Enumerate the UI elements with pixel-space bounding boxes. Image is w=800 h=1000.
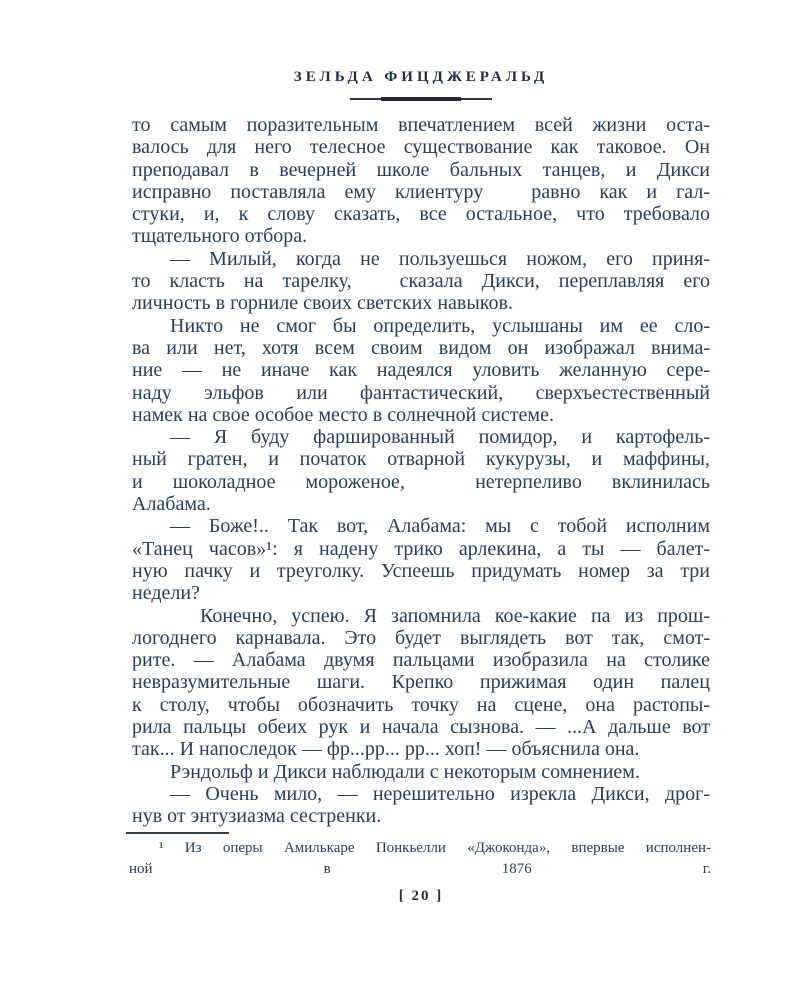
text-line: намек на свое особое место в солнечной системе. bbox=[132, 403, 554, 426]
text-line: то самым поразительным впечатлением всей жизни оста- bbox=[132, 114, 710, 136]
text-line: — Очень мило, — нерешительно изрекла Дикси, дрог- bbox=[170, 782, 710, 805]
footnote-separator bbox=[126, 832, 229, 834]
text-line: рите. — Алабама двумя пальцами изобразила на столике bbox=[132, 649, 710, 672]
text-line: личность в горниле своих светских навыков. bbox=[132, 292, 513, 315]
text-line: невразумительные шаги. Крепко прижимая один палец bbox=[132, 671, 710, 694]
text-line: ва или нет, хотя всем своим видом он изображал внима- bbox=[132, 336, 710, 359]
text-line: преподавал в вечерней школе бальных танцев, и Дикси bbox=[132, 158, 710, 181]
footnote bbox=[129, 838, 711, 879]
text-line: валось для него телесное существование как таковое. Он bbox=[132, 136, 710, 159]
text-line: исправно поставляла ему клиентуру равно как и гал- bbox=[132, 180, 710, 203]
text-line: Конечно, успею. Я запомнила кое-какие па из прош- bbox=[170, 604, 710, 627]
text-line: ние — не иначе как надеялся уловить желанную сере- bbox=[132, 359, 710, 382]
text-line: ную пачку и треуголку. Успеешь придумать номер за три bbox=[132, 559, 710, 582]
text-line: так... И напоследок — фр...рр... рр... хоп! — объяснила она. bbox=[132, 738, 640, 761]
text-line: тщательного отбора. bbox=[132, 225, 308, 248]
running-header: ЗЕЛЬДА ФИЦДЖЕРАЛЬД bbox=[293, 69, 549, 85]
text-line: наду эльфов или фантастический, сверхъестественный bbox=[132, 381, 710, 404]
text-line: Алабама. bbox=[132, 493, 211, 516]
text-line: недели? bbox=[132, 582, 200, 605]
text-line: — Я буду фаршированный помидор, и картофель- bbox=[170, 426, 710, 449]
text-line: Никто не смог бы определить, услышаны им ее сло- bbox=[170, 314, 710, 337]
text-line: нув от энтузиазма сестренки. bbox=[132, 805, 382, 828]
text-line: ный гратен, и початок отварной кукурузы, и маффины, bbox=[132, 448, 710, 471]
text-line: — Милый, когда не пользуешься ножом, его приня- bbox=[170, 247, 710, 270]
text-line: и шоколадное мороженое, нетерпеливо вклинилась bbox=[132, 470, 710, 493]
text-line: «Танец часов»¹: я надену трико арлекина, а ты — балет- bbox=[132, 537, 710, 560]
text-line: к столу, чтобы обозначить точку на сцене, она растопы- bbox=[132, 693, 710, 716]
text-line: стуки, и, к слову сказать, все остальное, что требовало bbox=[132, 203, 710, 226]
text-line: — Боже!.. Так вот, Алабама: мы с тобой исполним bbox=[170, 515, 710, 538]
body-text bbox=[132, 114, 710, 828]
header-rule bbox=[350, 98, 492, 100]
text-line: то класть на тарелку, сказала Дикси, переплавляя его bbox=[132, 270, 710, 293]
text-line: рила пальцы обеих рук и начала сызнова. — ...А дальше вот bbox=[132, 716, 710, 739]
text-line: ¹ Из оперы Амилькаре Понкьелли «Джоконда», впервые исполнен- bbox=[159, 840, 711, 856]
text-line: ной в 1876 г. bbox=[129, 860, 711, 877]
text-line: логоднего карнавала. Это будет выглядеть вот так, смот- bbox=[132, 626, 710, 649]
text-line: Рэндольф и Дикси наблюдали с некоторым сомнением. bbox=[170, 760, 640, 783]
page-number: [ 20 ] bbox=[398, 888, 444, 904]
